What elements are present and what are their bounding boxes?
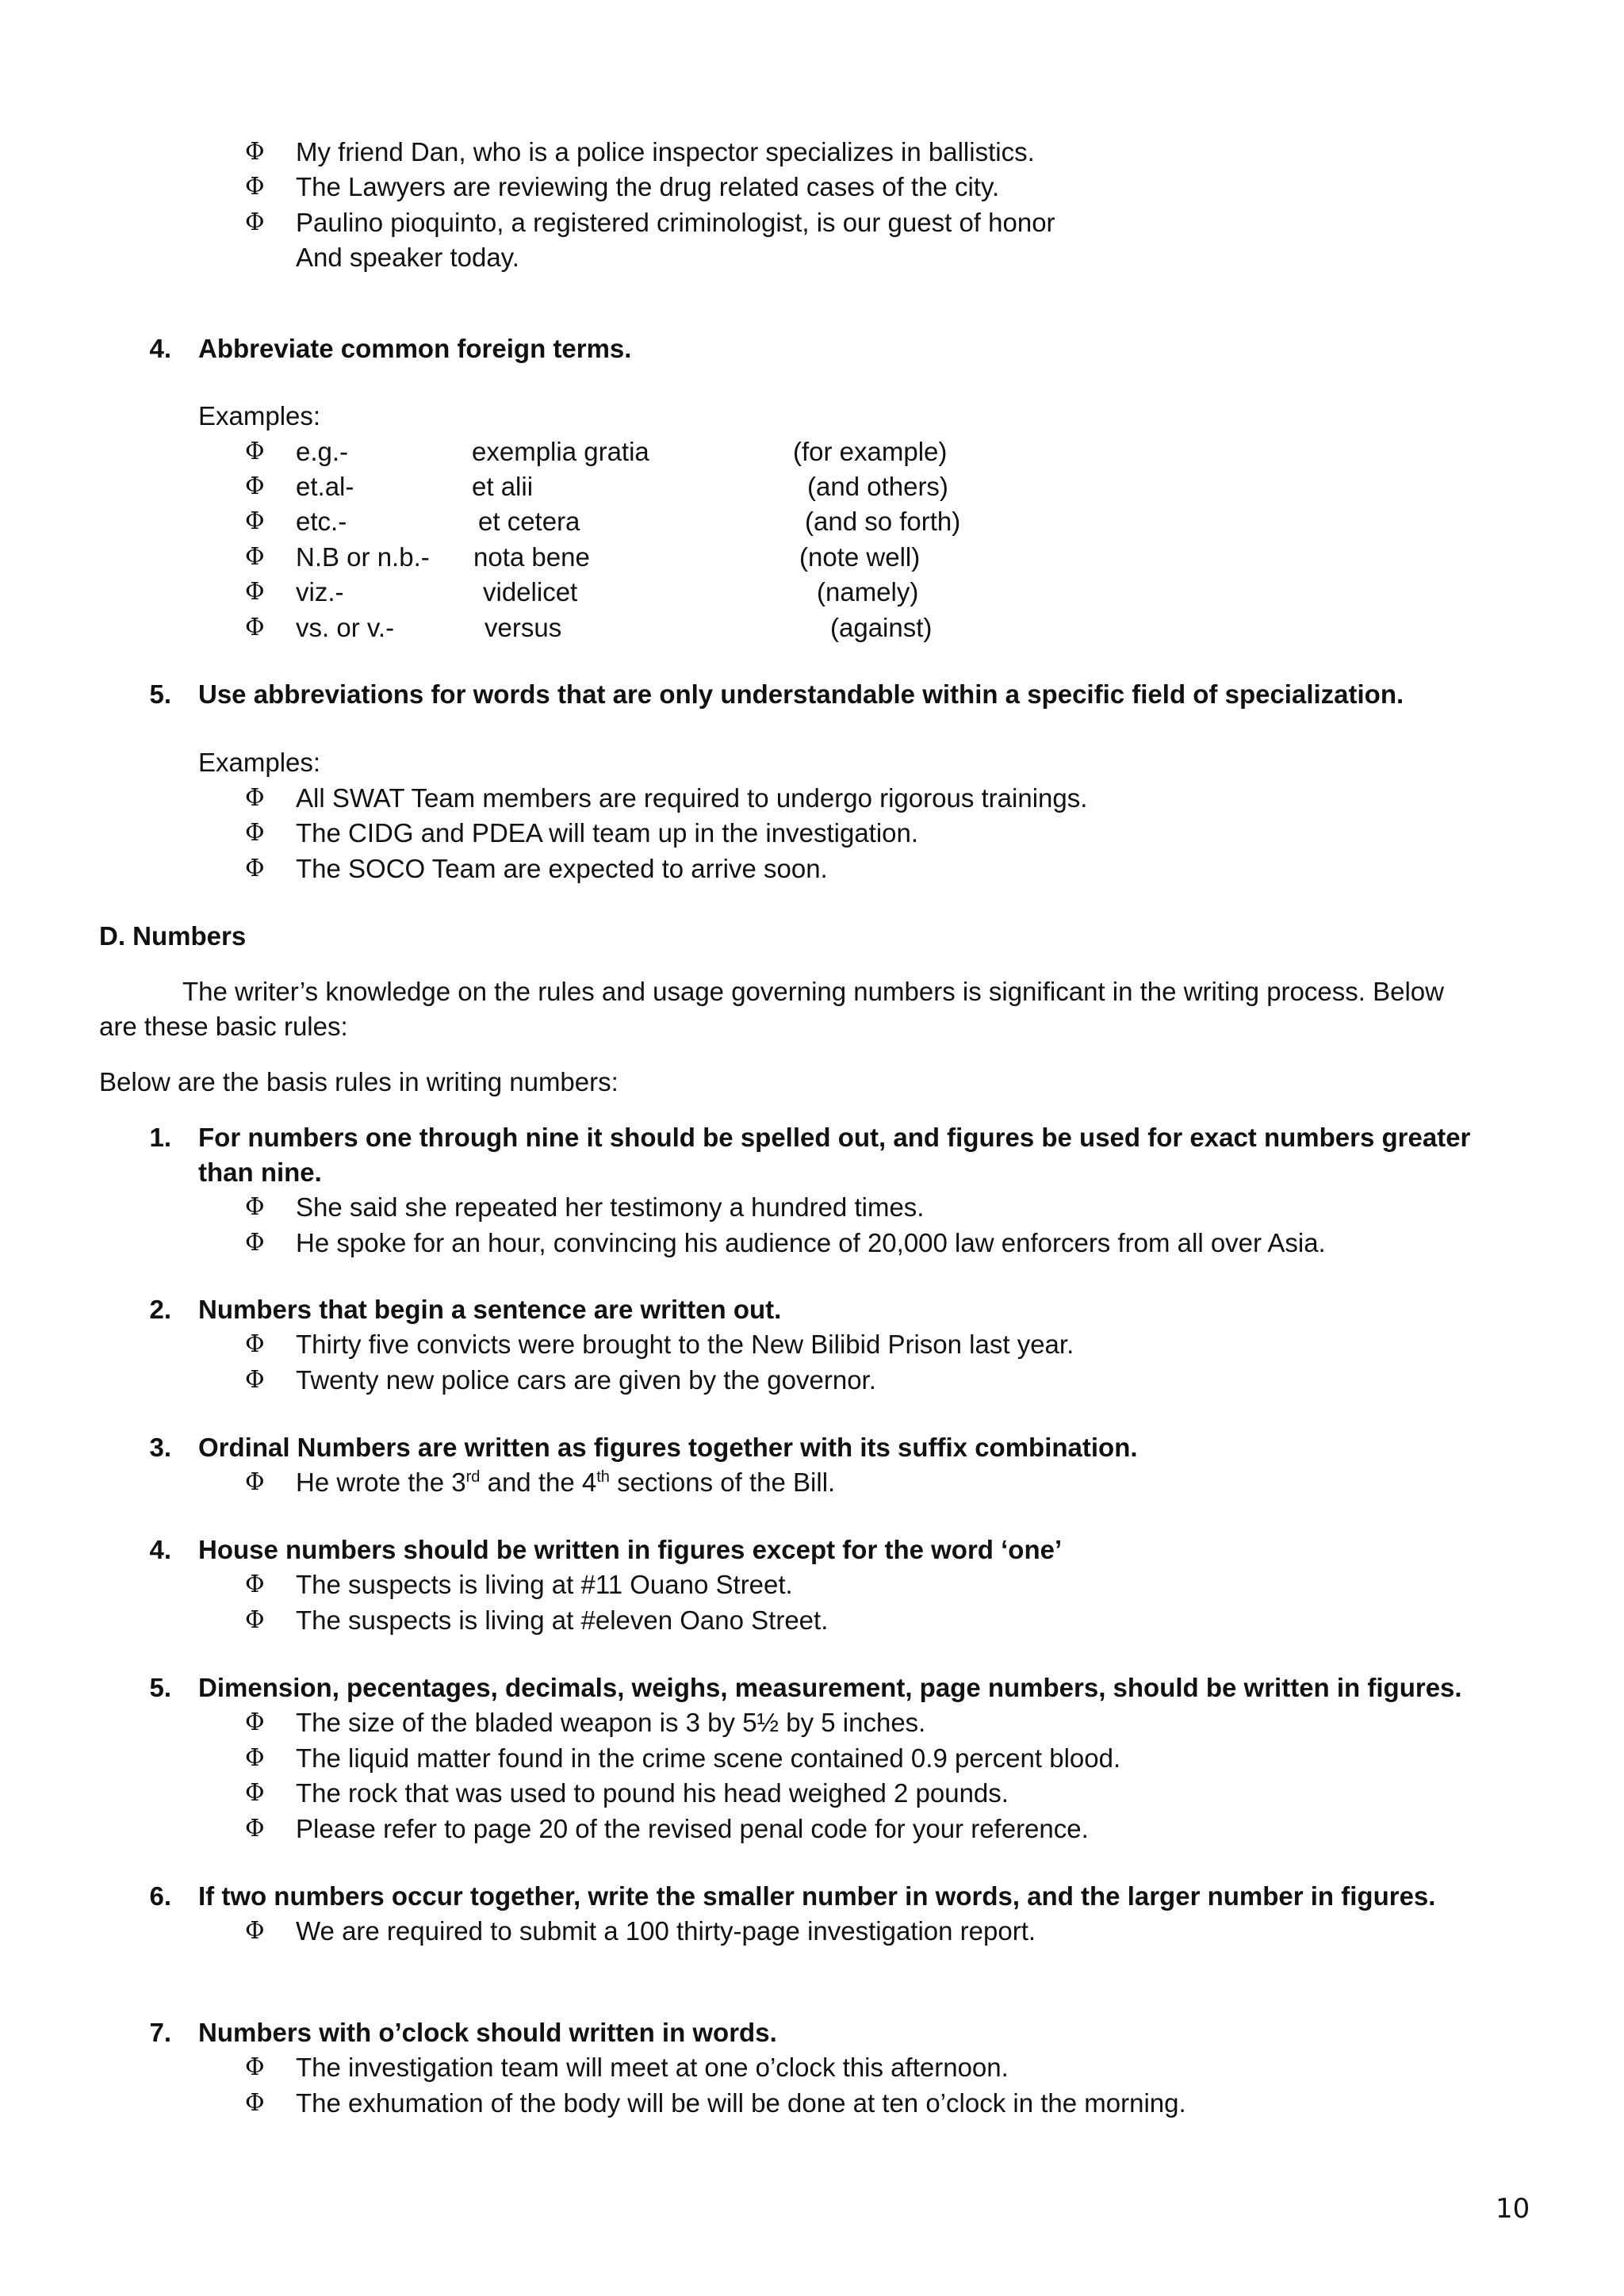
section-intro-2: Below are the basis rules in writing numbers:: [99, 1067, 619, 1096]
meaning-cell: (namely): [817, 577, 919, 607]
bullet-phi-icon: Φ: [245, 1366, 265, 1394]
bullet-phi-icon: Φ: [245, 1571, 265, 1598]
rule-heading: Ordinal Numbers are written as figures together with its suffix combination.: [198, 1433, 1138, 1462]
list-item: The CIDG and PDEA will team up in the investigation.: [296, 818, 919, 848]
bullet-phi-icon: Φ: [245, 543, 265, 571]
list-item: The suspects is living at #11 Ouano Street.: [296, 1570, 793, 1599]
meaning-cell: (note well): [799, 542, 921, 572]
abbr-cell: N.B or n.b.-: [296, 542, 430, 572]
list-item: My friend Dan, who is a police inspector specializes in ballistics.: [296, 137, 1035, 166]
term-cell: et alii: [472, 472, 534, 501]
bullet-phi-icon: Φ: [245, 784, 265, 812]
examples-label: Examples:: [198, 401, 321, 430]
list-item: The rock that was used to pound his head weighed 2 pounds.: [296, 1778, 1009, 1808]
rule-heading-continuation: than nine.: [198, 1158, 322, 1187]
bullet-phi-icon: Φ: [245, 1744, 265, 1772]
bullet-phi-icon: Φ: [245, 1330, 265, 1358]
list-item: Please refer to page 20 of the revised penal code for your reference.: [296, 1814, 1089, 1843]
bullet-phi-icon: Φ: [245, 2089, 265, 2117]
bullet-phi-icon: Φ: [245, 1606, 265, 1634]
list-item: He wrote the 3rd and the 4th sections of the Bill.: [296, 1468, 836, 1497]
list-item-continuation: And speaker today.: [296, 243, 519, 272]
list-item: The investigation team will meet at one o’clock this afternoon.: [296, 2053, 1009, 2082]
bullet-phi-icon: Φ: [245, 578, 265, 606]
section-title: D. Numbers: [99, 921, 247, 951]
rule-heading: Abbreviate common foreign terms.: [198, 334, 632, 363]
rule-number: 4.: [149, 1535, 171, 1564]
bullet-phi-icon: Φ: [245, 1193, 265, 1221]
list-item: She said she repeated her testimony a hundred times.: [296, 1192, 925, 1222]
rule-heading: If two numbers occur together, write the smaller number in words, and the larger number in figures.: [198, 1881, 1436, 1911]
list-item: All SWAT Team members are required to undergo rigorous trainings.: [296, 783, 1088, 813]
list-item: The Lawyers are reviewing the drug related cases of the city.: [296, 172, 1000, 201]
abbr-cell: etc.-: [296, 507, 347, 536]
list-item: The exhumation of the body will be will be done at ten o’clock in the morning.: [296, 2088, 1186, 2118]
bullet-phi-icon: Φ: [245, 819, 265, 847]
term-cell: et cetera: [478, 507, 580, 536]
section-intro: The writer’s knowledge on the rules and usage governing numbers is significant in the writing process. Below: [182, 977, 1444, 1006]
list-item: The size of the bladed weapon is 3 by 5½ by 5 inches.: [296, 1708, 926, 1737]
bullet-phi-icon: Φ: [245, 1815, 265, 1843]
bullet-phi-icon: Φ: [245, 1779, 265, 1807]
bullet-phi-icon: Φ: [245, 2053, 265, 2081]
list-item: Twenty new police cars are given by the governor.: [296, 1365, 876, 1395]
bullet-phi-icon: Φ: [245, 1917, 265, 1945]
section-intro-continuation: are these basic rules:: [99, 1012, 348, 1041]
bullet-phi-icon: Φ: [245, 138, 265, 166]
bullet-phi-icon: Φ: [245, 855, 265, 882]
rule-number: 1.: [149, 1123, 171, 1152]
bullet-phi-icon: Φ: [245, 1229, 265, 1257]
rule-heading: Use abbreviations for words that are only understandable within a specific field of specialization.: [198, 679, 1404, 709]
meaning-cell: (for example): [793, 437, 948, 466]
abbr-cell: viz.-: [296, 577, 344, 607]
rule-number: 5.: [149, 679, 171, 709]
examples-label: Examples:: [198, 748, 321, 777]
rule-number: 2.: [149, 1295, 171, 1324]
list-item: The liquid matter found in the crime scene contained 0.9 percent blood.: [296, 1743, 1121, 1773]
list-item: We are required to submit a 100 thirty-page investigation report.: [296, 1916, 1036, 1946]
rule-number: 7.: [149, 2018, 171, 2047]
page-number: 10: [1496, 2193, 1530, 2225]
rule-heading: For numbers one through nine it should be spelled out, and figures be used for exact numbers greater: [198, 1123, 1471, 1152]
rule-heading: House numbers should be written in figures except for the word ‘one’: [198, 1535, 1063, 1564]
meaning-cell: (and so forth): [805, 507, 961, 536]
rule-number: 5.: [149, 1673, 171, 1702]
rule-number: 6.: [149, 1881, 171, 1911]
rule-number: 3.: [149, 1433, 171, 1462]
meaning-cell: (against): [830, 613, 933, 642]
bullet-phi-icon: Φ: [245, 507, 265, 535]
bullet-phi-icon: Φ: [245, 438, 265, 465]
bullet-phi-icon: Φ: [245, 1709, 265, 1736]
bullet-phi-icon: Φ: [245, 209, 265, 236]
abbr-cell: vs. or v.-: [296, 613, 395, 642]
list-item: The SOCO Team are expected to arrive soon.: [296, 854, 828, 883]
bullet-phi-icon: Φ: [245, 614, 265, 641]
term-cell: nota bene: [473, 542, 590, 572]
bullet-phi-icon: Φ: [245, 173, 265, 201]
term-cell: exemplia gratia: [472, 437, 649, 466]
bullet-phi-icon: Φ: [245, 1468, 265, 1496]
abbr-cell: et.al-: [296, 472, 354, 501]
bullet-phi-icon: Φ: [245, 473, 265, 500]
rule-number: 4.: [149, 334, 171, 363]
list-item: The suspects is living at #eleven Oano Street.: [296, 1605, 829, 1635]
abbr-cell: e.g.-: [296, 437, 349, 466]
term-cell: videlicet: [483, 577, 578, 607]
meaning-cell: (and others): [807, 472, 948, 501]
rule-heading: Numbers that begin a sentence are written out.: [198, 1295, 782, 1324]
list-item: Thirty five convicts were brought to the New Bilibid Prison last year.: [296, 1330, 1074, 1359]
term-cell: versus: [485, 613, 562, 642]
list-item: He spoke for an hour, convincing his audience of 20,000 law enforcers from all over Asia.: [296, 1228, 1326, 1257]
rule-heading: Dimension, pecentages, decimals, weighs, measurement, page numbers, should be written in figures.: [198, 1673, 1462, 1702]
rule-heading: Numbers with o’clock should written in words.: [198, 2018, 777, 2047]
list-item: Paulino pioquinto, a registered criminologist, is our guest of honor: [296, 208, 1055, 237]
